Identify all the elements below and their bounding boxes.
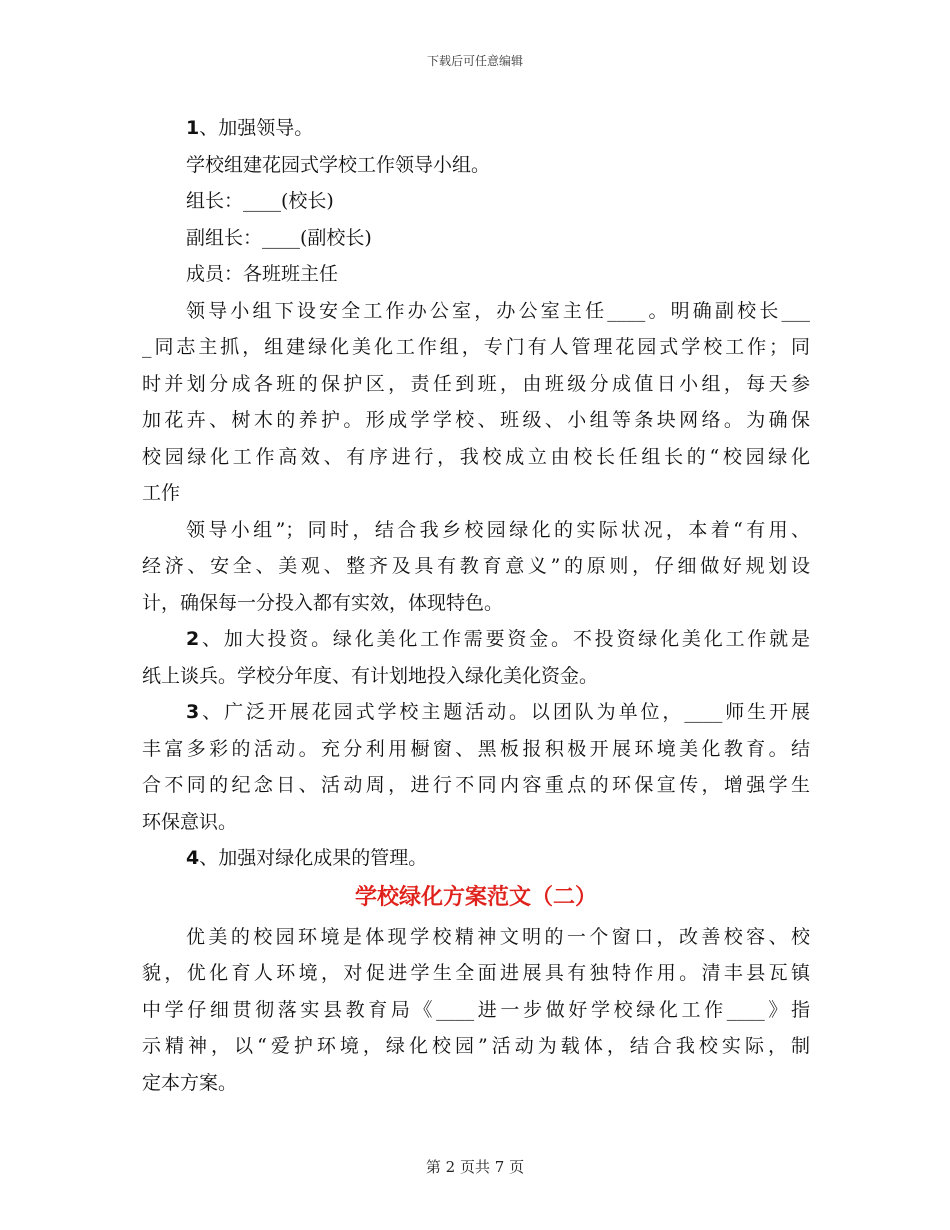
item-text: 、加强对绿化成果的管理。	[199, 847, 428, 869]
paragraph-line: 时并划分成各班的保护区，责任到班，由班级分成值日小组，每天参	[142, 372, 810, 395]
section-title: 学校绿化方案范文（二）	[354, 884, 597, 910]
paragraph-line: 定本方案。	[142, 1071, 238, 1094]
paragraph-line: 领导小组”；同时，结合我乡校园绿化的实际状况，本着“有用、	[186, 518, 810, 541]
item-number: 4	[186, 847, 200, 869]
item-2-heading	[142, 621, 810, 658]
paragraph-line: 环保意识。	[142, 810, 238, 833]
document-body	[142, 110, 810, 1101]
item-3-heading	[142, 694, 810, 731]
paragraph-line: 纸上谈兵。学校分年度、有计划地投入绿化美化资金。	[142, 664, 599, 687]
paragraph-line: 加花卉、树木的养护。形成学学校、班级、小组等条块网络。为确保	[142, 409, 810, 431]
item-1-heading	[142, 110, 810, 147]
paragraph-line: 合不同的纪念日、活动周，进行不同内容重点的环保宣传，增强学生	[142, 774, 810, 796]
item-text: 、加大投资。绿化美化工作需要资金。不投资绿化美化工作就是	[199, 628, 810, 650]
paragraph-line: 领导小组下设安全工作办公室，办公室主任____。明确副校长___	[186, 299, 810, 322]
paragraph-line: _同志主抓，组建绿化美化工作组，专门有人管理花园式学校工作；同	[142, 336, 810, 358]
page-footer: 第 2 页共 7 页	[425, 1158, 525, 1176]
page-header: 下载后可任意编辑	[426, 54, 523, 68]
paragraph-line: 中学仔细贯彻落实县教育局《____进一步做好学校绿化工作____》指	[142, 998, 810, 1021]
leadership-group-line: 学校组建花园式学校工作领导小组。	[186, 153, 491, 176]
item-text: 、加强领导。	[199, 117, 314, 139]
item-number: 1	[186, 117, 200, 139]
item-4-heading	[142, 840, 810, 877]
paragraph-line: 示精神，以“爱护环境，绿化校园”活动为载体，结合我校实际，制	[142, 1035, 810, 1057]
leader-line: 组长：____(校长)	[186, 190, 334, 212]
paragraph-line: 工作	[142, 482, 181, 504]
paragraph-line: 优美的校园环境是体现学校精神文明的一个窗口，改善校容、校	[186, 925, 810, 948]
item-text: 、广泛开展花园式学校主题活动。以团队为单位，____师生开展	[199, 701, 810, 723]
paragraph-line: 貌，优化育人环境，对促进学生全面进展具有独特作用。清丰县瓦镇	[142, 962, 810, 984]
item-number: 2	[186, 628, 200, 650]
paragraph-line: 校园绿化工作高效、有序进行，我校成立由校长任组长的“校园绿化	[142, 445, 810, 468]
paragraph-line: 经济、安全、美观、整齐及具有教育意义”的原则，仔细做好规划设	[142, 555, 810, 577]
item-number: 3	[186, 701, 200, 723]
vice-leader-line: 副组长：____(副校长)	[186, 226, 372, 249]
members-line: 成员：各班班主任	[186, 263, 339, 285]
paragraph-line: 丰富多彩的活动。充分利用橱窗、黑板报积极开展环境美化教育。结	[142, 737, 810, 760]
paragraph-line: 计，确保每一分投入都有实效，体现特色。	[142, 591, 504, 614]
